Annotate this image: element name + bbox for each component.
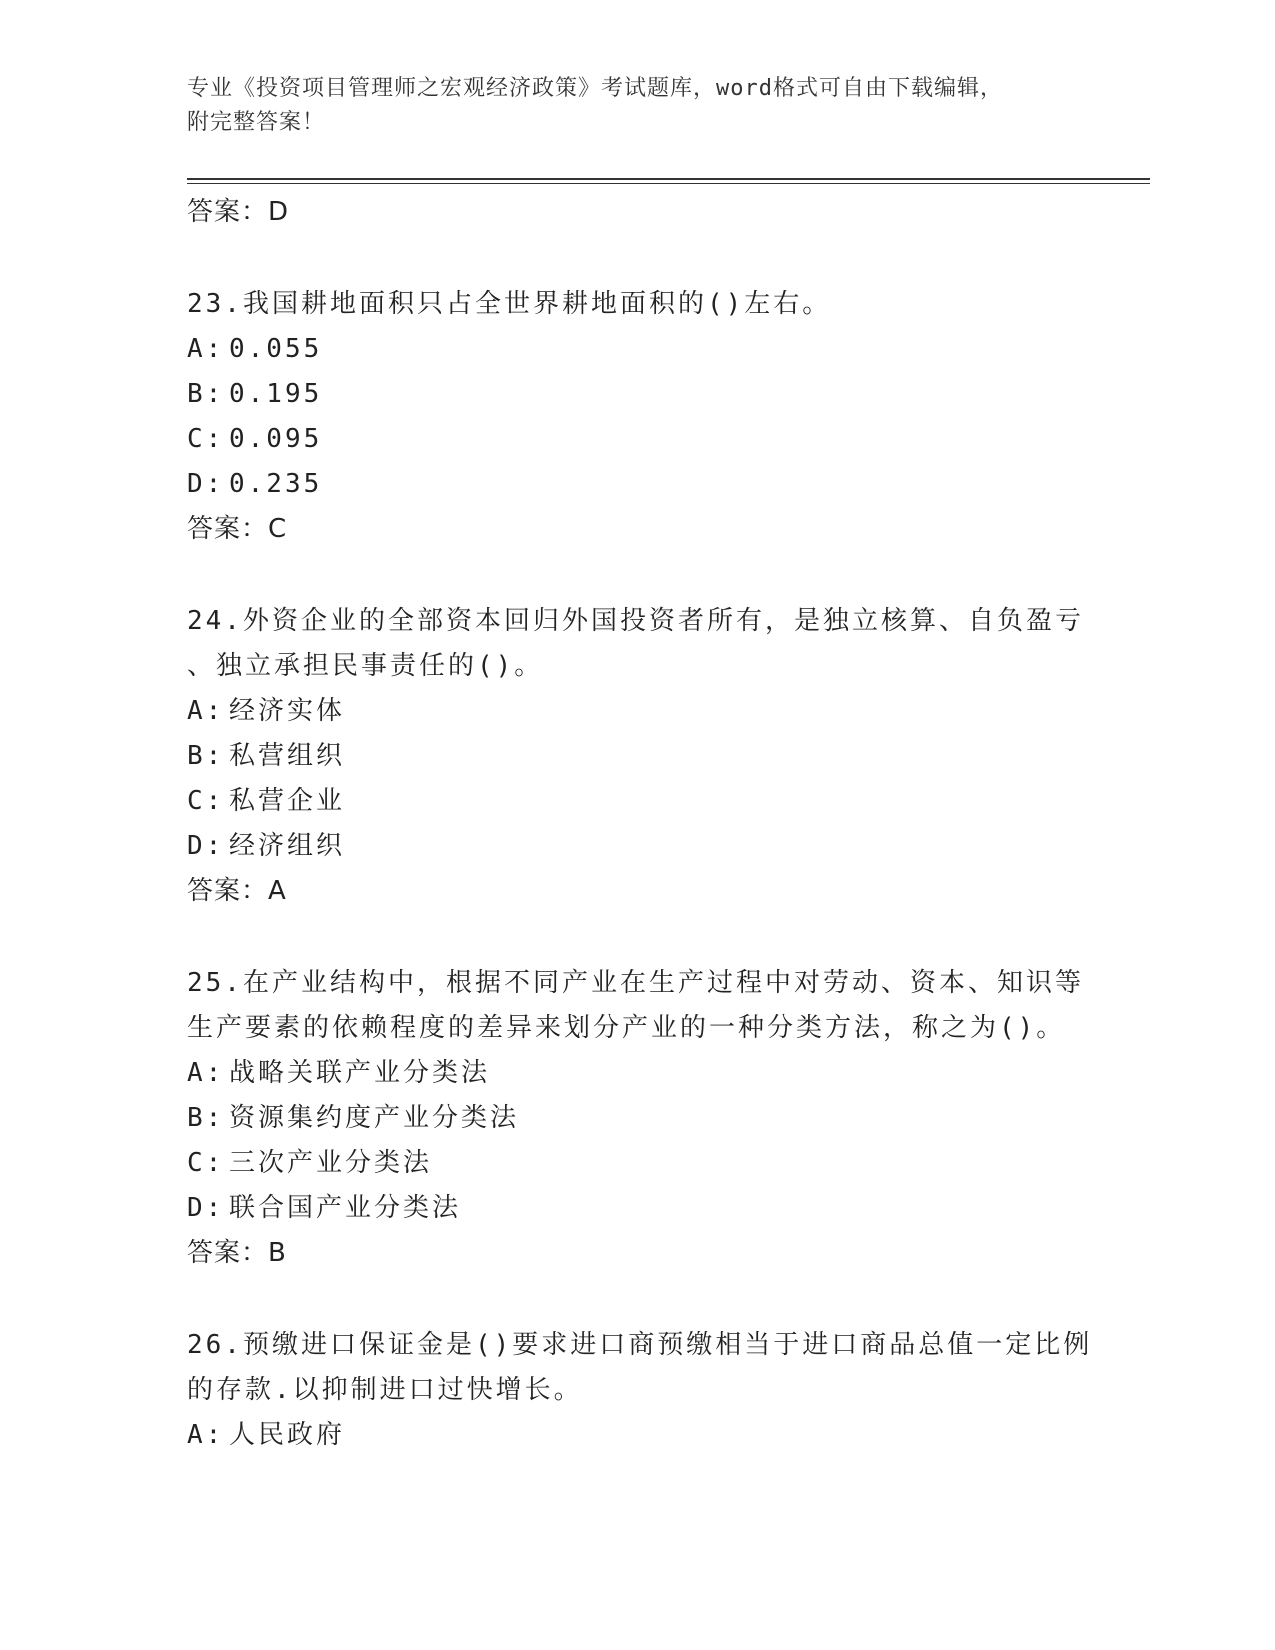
option-text: 0.235: [229, 469, 323, 499]
spacer: [187, 914, 1087, 961]
question-block: [187, 282, 1087, 552]
question-block: [187, 961, 1087, 1276]
question-text: 25.在产业结构中，根据不同产业在生产过程中对劳动、资本、知识等: [187, 968, 1084, 998]
question-list: [187, 190, 1093, 1458]
option-letter: C:: [187, 786, 225, 816]
header-line-2: 附完整答案！: [187, 110, 326, 135]
answer: 答案：B: [187, 1238, 287, 1268]
question-block: [187, 1323, 1093, 1458]
option-letter: B:: [187, 379, 225, 409]
question-text-continued: 、独立承担民事责任的()。: [187, 651, 544, 681]
option-text: 资源集约度产业分类法: [229, 1103, 520, 1133]
option-b: [187, 734, 1087, 779]
option-letter: A:: [187, 334, 225, 364]
option-a: [187, 327, 1087, 372]
option-text: 三次产业分类法: [229, 1148, 433, 1178]
header-rule-thick: [187, 178, 1150, 180]
option-a: [187, 689, 1087, 734]
option-letter: B:: [187, 1103, 225, 1133]
option-d: [187, 824, 1087, 869]
option-text: 经济实体: [229, 696, 346, 726]
option-c: [187, 1141, 1087, 1186]
spacer: [187, 235, 1087, 282]
spacer: [187, 1276, 1087, 1323]
previous-answer: 答案：D: [187, 197, 290, 227]
option-letter: C:: [187, 424, 225, 454]
option-letter: D:: [187, 831, 225, 861]
option-a: [187, 1413, 1087, 1458]
option-letter: A:: [187, 1058, 225, 1088]
option-text: 战略关联产业分类法: [229, 1058, 491, 1088]
option-a: [187, 1051, 1087, 1096]
answer: 答案：A: [187, 876, 287, 906]
option-text: 0.195: [229, 379, 323, 409]
question-text: 26.预缴进口保证金是()要求进口商预缴相当于进口商品总值一定比例: [187, 1330, 1093, 1360]
option-b: [187, 372, 1087, 417]
option-text: 联合国产业分类法: [229, 1193, 462, 1223]
option-c: [187, 417, 1087, 462]
option-text: 0.055: [229, 334, 323, 364]
option-b: [187, 1096, 1087, 1141]
option-letter: D:: [187, 469, 225, 499]
option-d: [187, 1186, 1087, 1231]
spacer: [187, 552, 1087, 599]
question-text: 23.我国耕地面积只占全世界耕地面积的()左右。: [187, 289, 832, 319]
option-d: [187, 462, 1087, 507]
option-text: 私营企业: [229, 786, 346, 816]
option-letter: B:: [187, 741, 225, 771]
option-letter: A:: [187, 696, 225, 726]
option-c: [187, 779, 1087, 824]
option-text: 0.095: [229, 424, 323, 454]
header-line-1: 专业《投资项目管理师之宏观经济政策》考试题库，word格式可自由下载编辑，: [187, 76, 1003, 101]
page-header: [187, 72, 1067, 140]
question-text-continued: 的存款.以抑制进口过快增长。: [187, 1375, 583, 1405]
answer: 答案：C: [187, 514, 288, 544]
option-text: 人民政府: [229, 1420, 346, 1450]
header-rule-thin: [187, 183, 1150, 184]
option-letter: D:: [187, 1193, 225, 1223]
option-text: 私营组织: [229, 741, 346, 771]
question-text: 24.外资企业的全部资本回归外国投资者所有，是独立核算、自负盈亏: [187, 606, 1084, 636]
question-text-continued: 生产要素的依赖程度的差异来划分产业的一种分类方法，称之为()。: [187, 1013, 1066, 1043]
option-letter: A:: [187, 1420, 225, 1450]
option-letter: C:: [187, 1148, 225, 1178]
option-text: 经济组织: [229, 831, 346, 861]
question-block: [187, 599, 1087, 914]
